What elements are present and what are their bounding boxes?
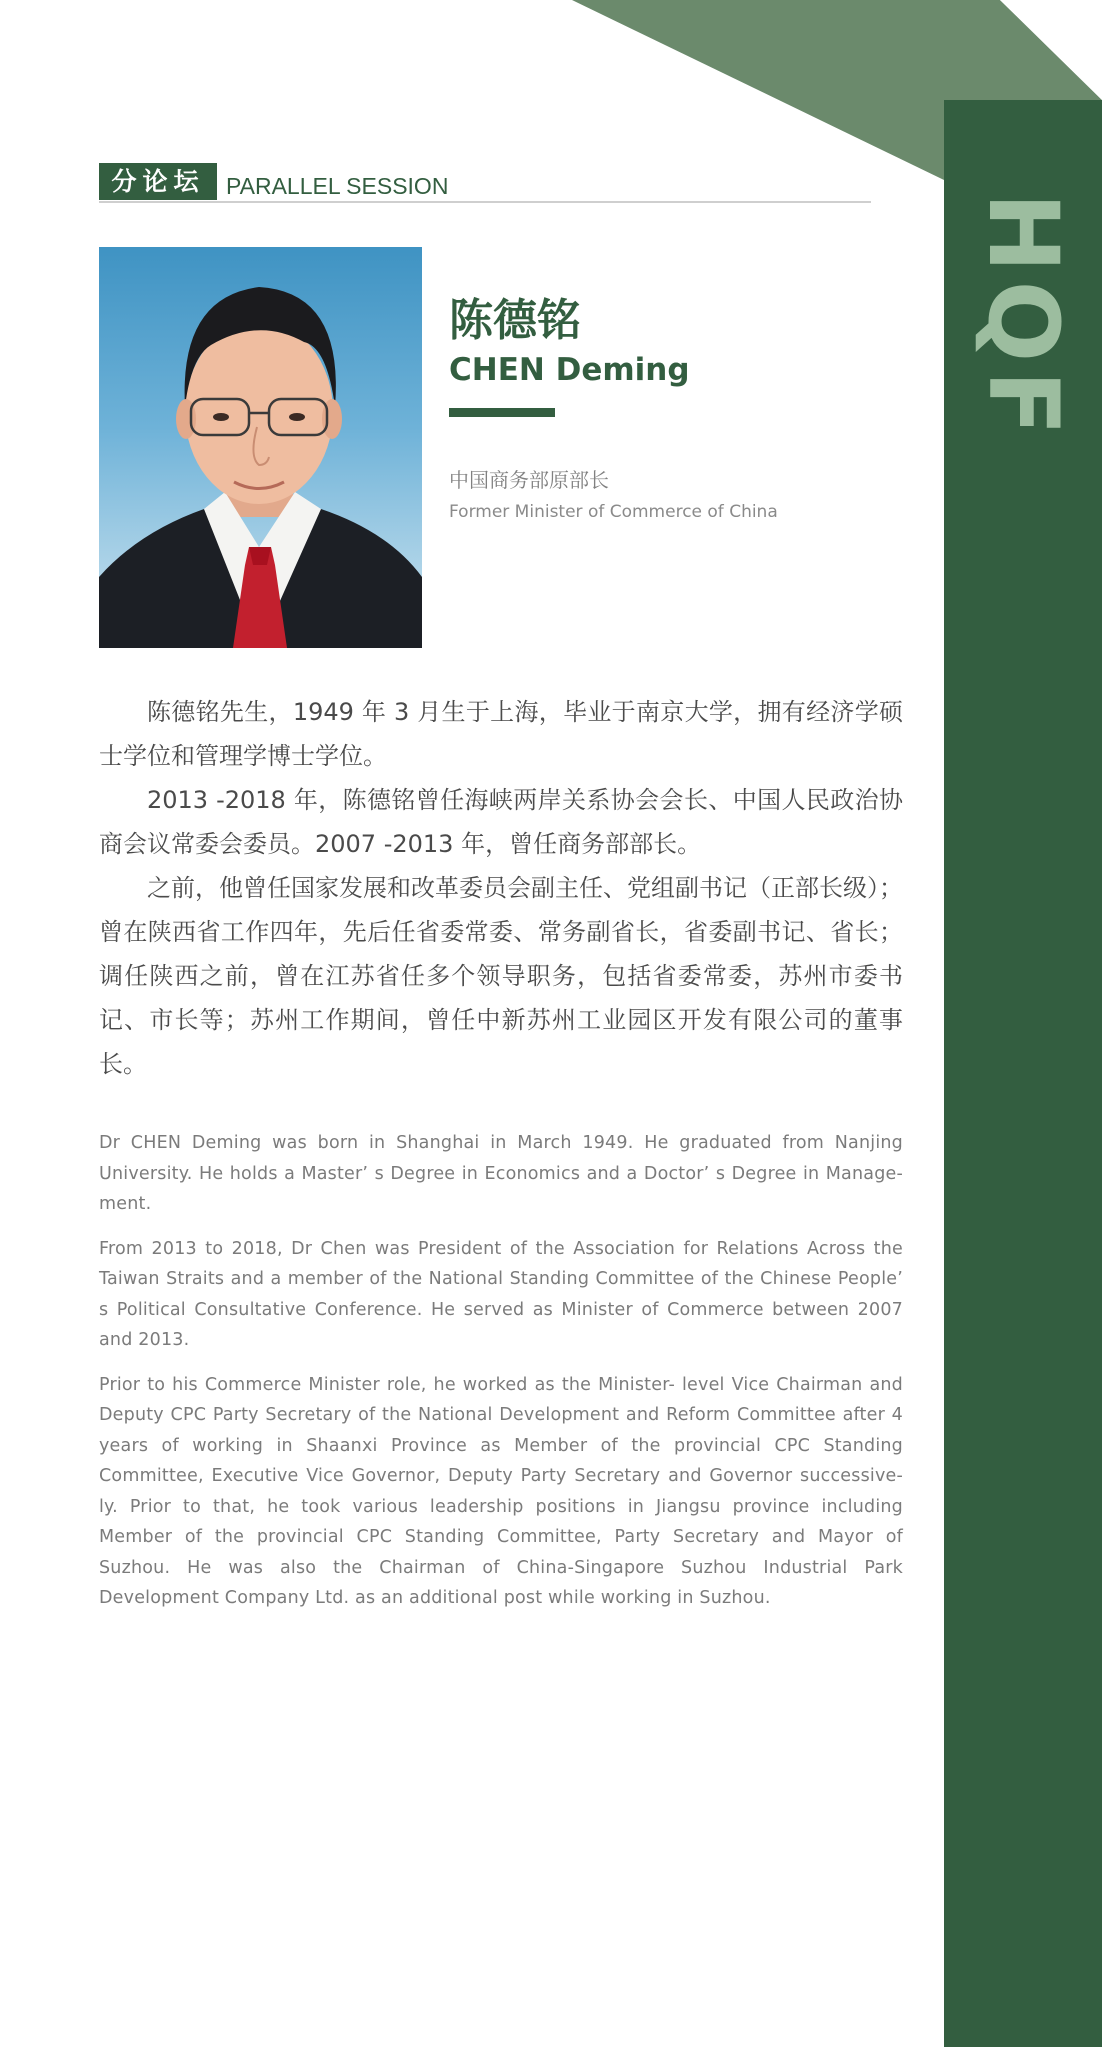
section-header xyxy=(99,163,871,203)
person-title-cn: 中国商务部原部长 xyxy=(449,468,609,492)
hqf-logo: HQF xyxy=(967,192,1079,444)
name-underline xyxy=(449,408,555,417)
bio-cn-paragraph: 2013 -2018 年，陈德铭曾任海峡两岸关系协会会长、中国人民政治协商会议常委会委员。2007 -2013 年，曾任商务部部长。 xyxy=(99,786,903,858)
bio-en-paragraph: From 2013 to 2018, Dr Chen was President of the Association for Relations Across the Taiwan Straits and a member of the National Standing Committee of the Chinese People’ s Political Consultative Conference. He served as Minister of Commerce between 2007 and 2013. xyxy=(99,1238,903,1350)
person-title-en: Former Minister of Commerce of China xyxy=(449,502,778,522)
bio-en-paragraph: Prior to his Commerce Minister role, he worked as the Minister- level Vice Chairman and Deputy CPC Party Secretary of the National Development and Reform Committee after 4 years of working in Shaanxi Province as Member of the provincial CPC Standing Committee, Executive Vice Governor, Deputy Party Secretary and Governor successive- ly. Prior to that, he took various leadership positions in Jiangsu province including Member of the provincial CPC Standing Committee, Party Secretary and Mayor of Suzhou. He was also the Chairman of China-Singapore Suzhou Industrial Park Development Company Ltd. as an additional post while working in Suzhou. xyxy=(99,1374,903,1608)
bio-cn-paragraph: 陈德铭先生，1949 年 3 月生于上海，毕业于南京大学，拥有经济学硕士学位和管理学博士学位。 xyxy=(99,698,903,770)
person-name-cn: 陈德铭 xyxy=(449,295,581,346)
section-label-en: PARALLEL SESSION xyxy=(226,173,449,199)
bio-chinese xyxy=(99,690,903,1086)
bio-cn-paragraph: 之前，他曾任国家发展和改革委员会副主任、党组副书记（正部长级）；曾在陕西省工作四年，先后任省委常委、常务副省长，省委副书记、省长；调任陕西之前，曾在江苏省任多个领导职务，包括省委常委，苏州市委书记、市长等；苏州工作期间，曾任中新苏州工业园区开发有限公司的董事长。 xyxy=(99,874,903,1078)
portrait-photo xyxy=(99,247,422,648)
section-label-cn: 分论坛 xyxy=(99,163,217,200)
bio-en-paragraph: Dr CHEN Deming was born in Shanghai in March 1949. He graduated from Nanjing University. He holds a Master’ s Degree in Economics and a Doctor’ s Degree in Manage- ment. xyxy=(99,1133,903,1214)
person-name-en: CHEN Deming xyxy=(449,352,690,388)
bio-english xyxy=(99,1128,903,1628)
